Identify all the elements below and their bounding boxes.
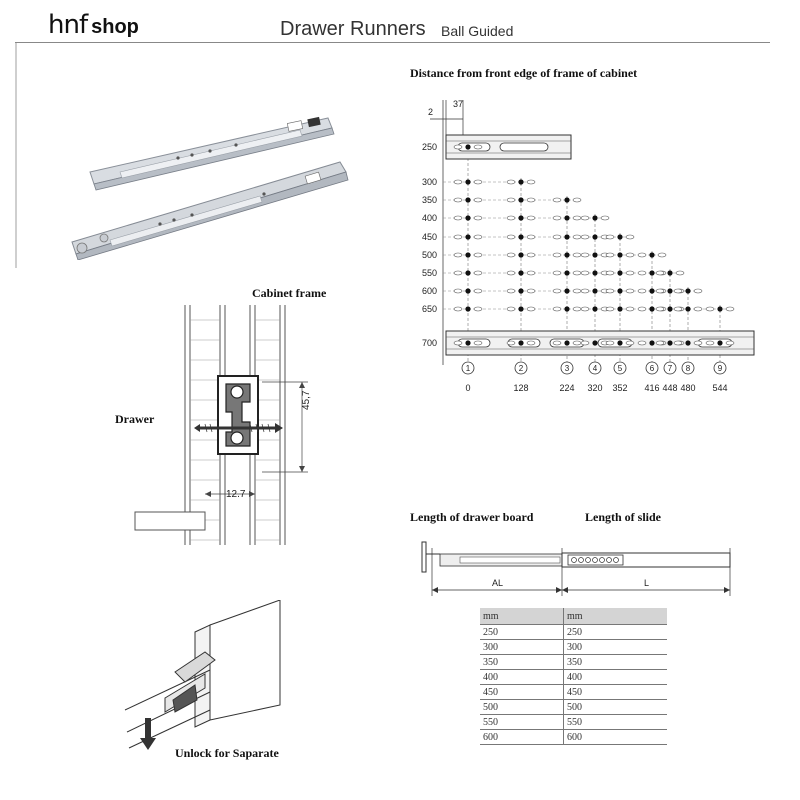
page-subtitle: Ball Guided (441, 23, 514, 39)
width-dimension: 12.7 (226, 489, 246, 500)
column-distance: 416 (644, 383, 660, 393)
header-board-mm: mm (480, 608, 564, 625)
al-label: AL (492, 578, 504, 588)
column-number: 6 (649, 364, 655, 373)
column-distance: 480 (680, 383, 696, 393)
table-row (480, 685, 667, 700)
column-marker (662, 362, 677, 393)
column-number: 2 (518, 364, 524, 373)
board-length-cell: 600 (480, 730, 564, 745)
offset-2-label: 2 (428, 107, 434, 117)
row-label: 550 (422, 268, 438, 278)
cabinet-cross-section (130, 300, 350, 550)
slide-length-cell: 400 (564, 670, 668, 685)
board-length-cell: 450 (480, 685, 564, 700)
column-number: 8 (685, 364, 691, 373)
board-length-cell: 550 (480, 715, 564, 730)
slide-length-cell: 250 (564, 625, 668, 640)
header-slide-mm: mm (564, 608, 668, 625)
product-image (60, 100, 380, 260)
column-number: 9 (717, 364, 723, 373)
column-marker (462, 362, 474, 393)
column-number: 1 (465, 364, 471, 373)
row-label: 650 (422, 304, 438, 314)
board-length-cell: 500 (480, 700, 564, 715)
drawer-label: Drawer (115, 412, 155, 426)
table-row (480, 715, 667, 730)
column-number: 5 (617, 364, 623, 373)
cabinet-frame-title: Cabinet frame (252, 286, 327, 300)
size-table-header (480, 608, 667, 625)
logo-mark: hnf (48, 10, 88, 40)
column-distance: 448 (662, 383, 678, 393)
board-length-title: Length of drawer board (410, 510, 534, 524)
row-label: 400 (422, 213, 438, 223)
column-distance: 128 (513, 383, 529, 393)
row-label: 600 (422, 286, 438, 296)
page-title: Drawer Runners (280, 18, 426, 40)
row-label: 300 (422, 177, 438, 187)
table-row (480, 655, 667, 670)
column-marker (644, 362, 659, 393)
distance-diagram (408, 95, 778, 400)
table-row (480, 670, 667, 685)
row-label: 350 (422, 195, 438, 205)
logo-shop: shop (91, 16, 139, 38)
column-distance: 224 (559, 383, 575, 393)
column-distance: 352 (612, 383, 628, 393)
offset-37-label: 37 (453, 99, 464, 109)
table-row (480, 700, 667, 715)
column-marker (559, 362, 574, 393)
table-row (480, 640, 667, 655)
slide-length-cell: 500 (564, 700, 668, 715)
column-distance: 0 (465, 383, 471, 393)
page-edge (15, 43, 17, 268)
unlock-illustration (115, 600, 285, 760)
column-marker (513, 362, 528, 393)
height-dimension: 45,7 (301, 390, 312, 410)
column-marker (587, 362, 602, 393)
slide-length-title: Length of slide (585, 510, 662, 524)
row-label: 450 (422, 232, 438, 242)
column-marker (680, 362, 695, 393)
length-diagram (420, 540, 750, 598)
header-divider (15, 42, 770, 43)
table-row (480, 625, 667, 640)
board-length-cell: 400 (480, 670, 564, 685)
column-distance: 544 (712, 383, 728, 393)
column-marker (712, 362, 727, 393)
table-row (480, 730, 667, 745)
slide-length-cell: 600 (564, 730, 668, 745)
board-length-cell: 350 (480, 655, 564, 670)
unlock-caption: Unlock for Saparate (175, 746, 279, 760)
l-label: L (644, 578, 650, 588)
size-table (480, 608, 667, 745)
slide-length-cell: 550 (564, 715, 668, 730)
column-distance: 320 (587, 383, 603, 393)
slide-length-cell: 450 (564, 685, 668, 700)
row-label: 500 (422, 250, 438, 260)
slide-length-cell: 350 (564, 655, 668, 670)
row-label: 250 (422, 142, 438, 152)
column-marker (612, 362, 627, 393)
column-number: 4 (592, 364, 598, 373)
brand-logo (48, 10, 139, 40)
distance-title: Distance from front edge of frame of cabinet (410, 66, 638, 80)
row-label: 700 (422, 338, 438, 348)
column-number: 7 (667, 364, 673, 373)
board-length-cell: 250 (480, 625, 564, 640)
board-length-cell: 300 (480, 640, 564, 655)
column-number: 3 (564, 364, 570, 373)
slide-length-cell: 300 (564, 640, 668, 655)
